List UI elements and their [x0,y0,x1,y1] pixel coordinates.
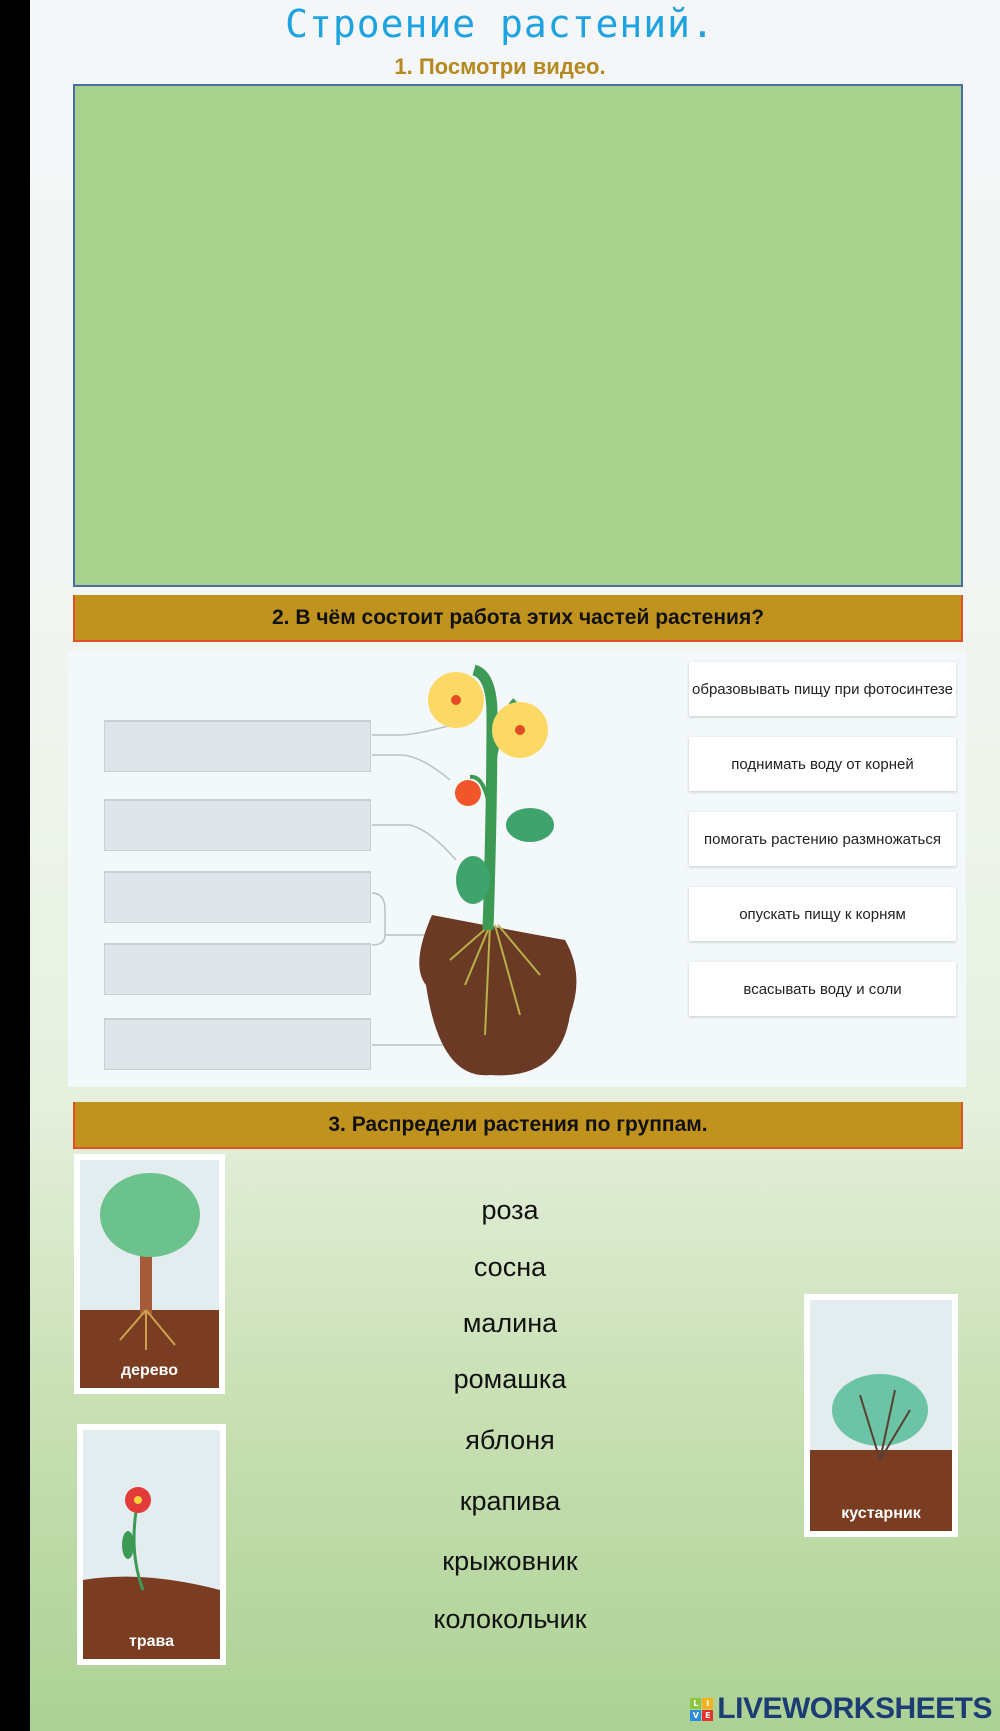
leaf-right [506,808,554,842]
logo-text: LIVEWORKSHEETS [717,1692,992,1725]
function-card-5[interactable]: всасывать воду и соли [689,962,956,1016]
function-card-4[interactable]: опускать пищу к корням [689,887,956,941]
video-player[interactable] [73,84,963,587]
leaf-left [456,856,490,904]
group-shrub-label: кустарник [841,1505,921,1522]
draggable-word[interactable]: сосна [473,1252,547,1282]
group-grass-dropzone[interactable] [77,1424,226,1665]
answer-input-1[interactable] [104,720,371,772]
step2-header: 2. В чём состоит работа этих частей растения? [73,595,963,642]
liveworksheets-logo [690,1692,992,1726]
grass-flower-icon [83,1430,220,1659]
answer-input-3[interactable] [104,871,371,923]
group-grass-label: трава [128,1633,175,1650]
tree-icon [80,1160,219,1388]
logo-blocks-icon [690,1698,713,1721]
answer-input-2[interactable] [104,799,371,851]
function-card-2[interactable]: поднимать воду от корней [689,737,956,791]
fruit [455,780,481,806]
draggable-word[interactable]: колокольчик [433,1604,587,1634]
draggable-word[interactable]: ромашка [453,1364,567,1394]
group-shrub-dropzone[interactable] [804,1294,958,1537]
page-title: Строение растений. [285,2,715,46]
draggable-word[interactable]: роза [481,1195,539,1225]
draggable-word[interactable]: малина [462,1308,558,1338]
logo-block: V [690,1710,701,1721]
logo-block: L [690,1698,701,1709]
flower-1 [428,672,484,728]
shrub-icon [810,1300,952,1531]
group-tree-dropzone[interactable] [74,1154,225,1394]
logo-block: I [702,1698,713,1709]
draggable-word[interactable]: яблоня [465,1425,555,1455]
flower-2 [492,702,548,758]
draggable-word[interactable]: крапива [459,1486,561,1516]
group-tree-label: дерево [120,1362,179,1379]
draggable-word[interactable]: крыжовник [442,1546,578,1576]
step3-header: 3. Распредели растения по группам. [73,1102,963,1149]
function-card-1[interactable]: образовывать пищу при фотосинтезе [689,662,956,716]
left-black-bar [0,0,30,1731]
step1-heading: 1. Посмотри видео. [394,54,606,79]
plant-illustration [370,655,630,1085]
logo-block: E [702,1710,713,1721]
answer-input-5[interactable] [104,1018,371,1070]
soil [419,915,576,1075]
answer-input-4[interactable] [104,943,371,995]
function-card-3[interactable]: помогать растению размножаться [689,812,956,866]
